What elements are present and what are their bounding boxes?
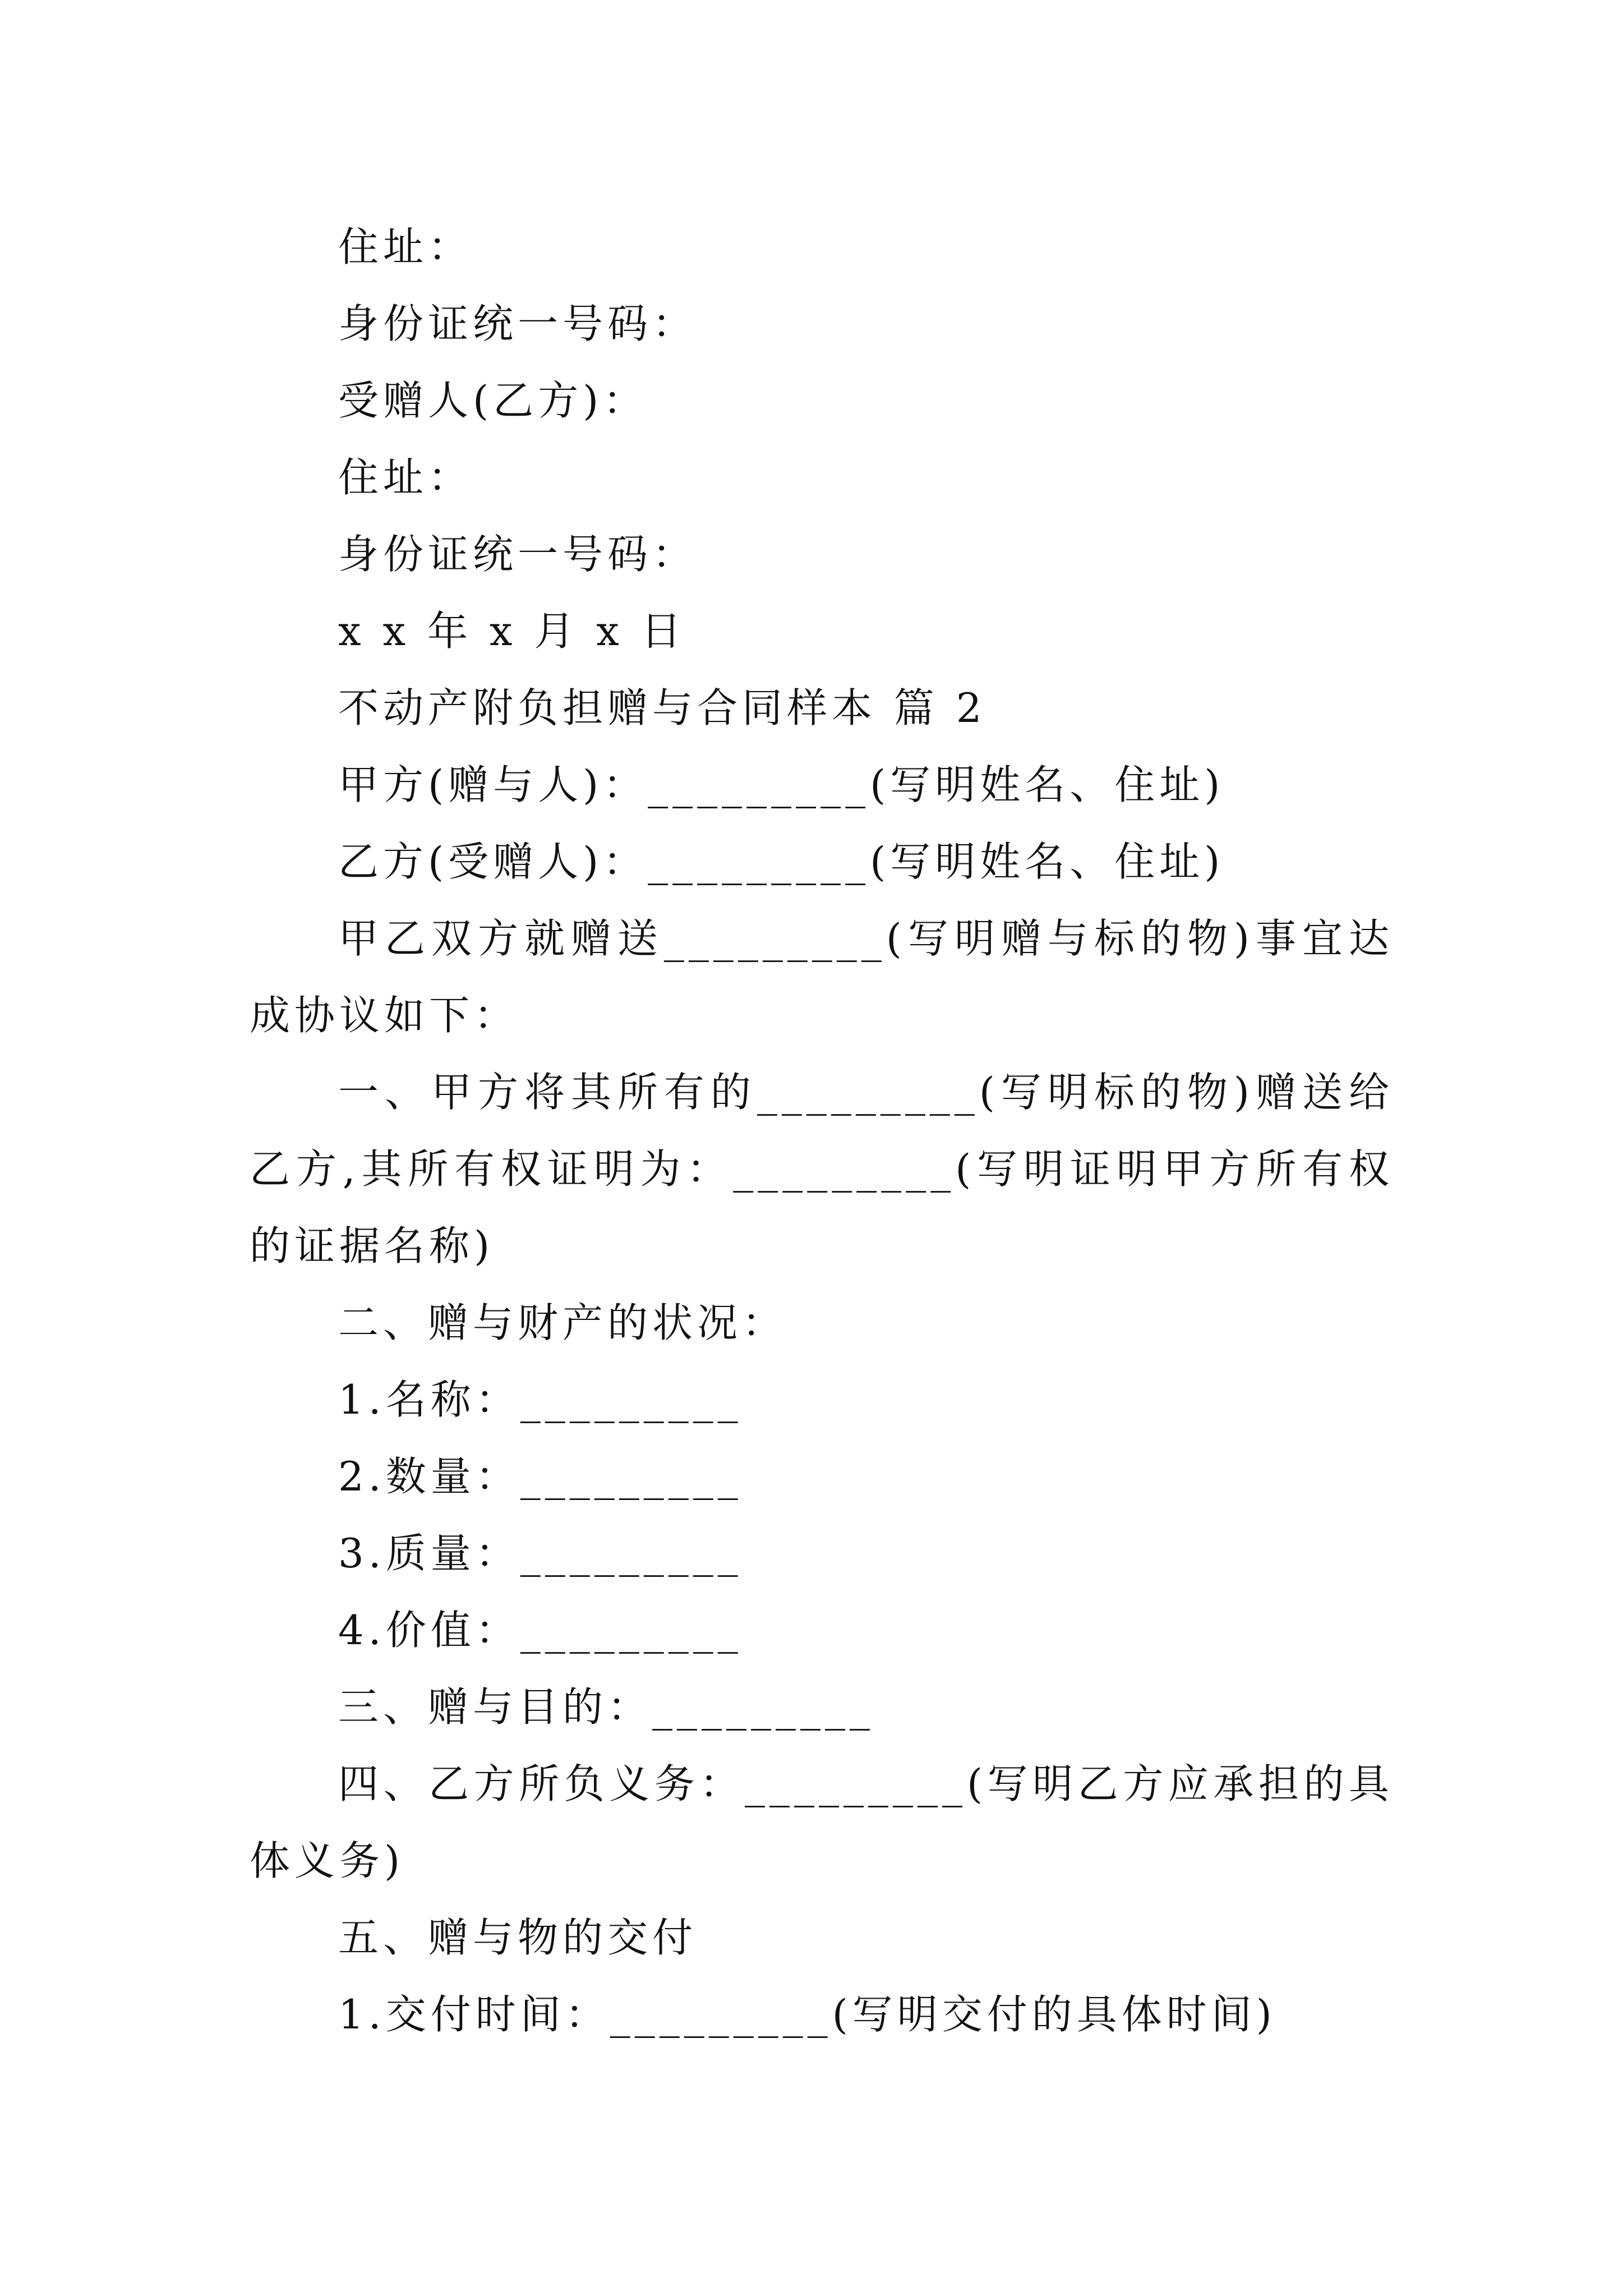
- clause-3: 三、赠与目的：_________: [338, 1683, 875, 1731]
- clause-1: 一、甲方将其所有的_________(写明标的物)赠送给乙方,其所有权证明为：_________(写明证明甲方所有权的证据名称): [250, 1069, 1394, 1269]
- paragraph-id-number-2: 身份证统一号码：: [338, 531, 698, 578]
- item-value: 4.价值：_________: [338, 1607, 743, 1654]
- paragraph-id-number-1: 身份证统一号码：: [338, 300, 698, 347]
- item-name: 1.名称：_________: [338, 1376, 743, 1423]
- section-title: 不动产附负担赠与合同样本 篇 2: [338, 684, 986, 731]
- clause-5: 五、赠与物的交付: [338, 1914, 698, 1961]
- item-quality: 3.质量：_________: [338, 1530, 743, 1577]
- paragraph-agreement: 甲乙双方就赠送_________(写明赠与标的物)事宜达成协议如下：: [250, 915, 1394, 1039]
- paragraph-address-2: 住址：: [338, 454, 473, 501]
- clause-2: 二、赠与财产的状况：: [338, 1299, 787, 1346]
- item-quantity: 2.数量：_________: [338, 1453, 743, 1500]
- clause-4: 四、乙方所负义务：_________(写明乙方应承担的具体义务): [250, 1760, 1394, 1884]
- item-delivery-time: 1.交付时间：_________(写明交付的具体时间): [338, 1991, 1276, 2038]
- paragraph-party-b: 乙方(受赠人)：_________(写明姓名、住址): [338, 838, 1225, 885]
- paragraph-recipient: 受赠人(乙方)：: [338, 377, 648, 424]
- paragraph-party-a: 甲方(赠与人)：_________(写明姓名、住址): [338, 761, 1225, 808]
- contract-body: [250, 209, 1394, 2053]
- paragraph-address-1: 住址：: [338, 223, 473, 270]
- paragraph-date: x x 年 x 月 x 日: [338, 608, 686, 655]
